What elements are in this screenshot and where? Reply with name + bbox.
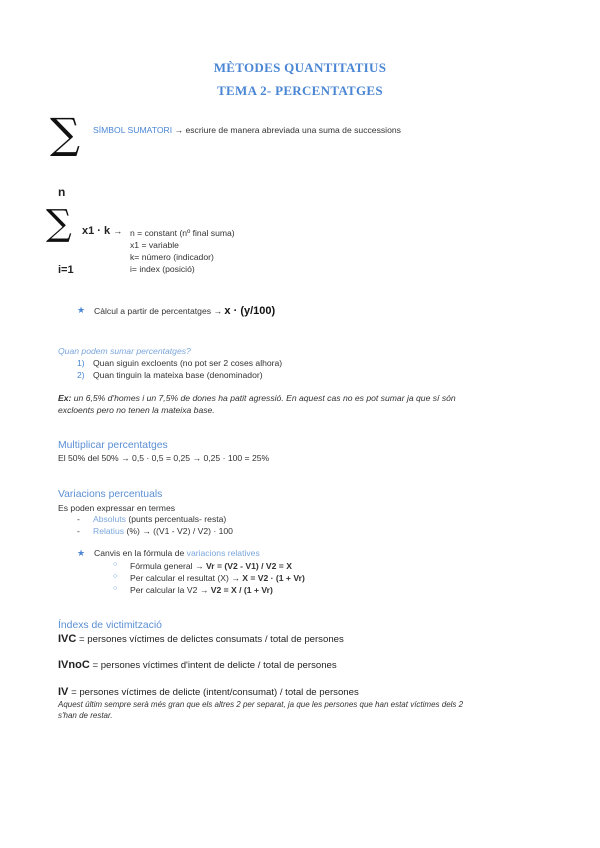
relatius-text: (%) → ((V1 - V2) / V2) · 100	[126, 526, 233, 536]
note-line-1: Aquest últim sempre serà més gran que els altres 2 per separat, ja que les persones que han estat víctimes dels 2	[58, 700, 464, 709]
calcul-text: Càlcul a partir de percentatges	[94, 306, 212, 316]
page-subtitle: TEMA 2- PERCENTATGES	[217, 83, 383, 98]
calcul-formula: x · (y/100)	[224, 305, 276, 317]
indexs-heading: Índexs de victimització	[58, 620, 162, 631]
formula-def: n = constant (nº final suma)	[130, 228, 235, 238]
formula-expr: x1 · k	[82, 225, 111, 237]
formula-expr-line	[82, 225, 122, 237]
iv-label: IV	[58, 686, 69, 698]
sub-item: Per calcular el resultat (X) → X = V2 · (1 + Vr)	[130, 573, 305, 583]
absoluts-text: (punts percentuals- resta)	[128, 514, 227, 524]
formula-upper: n	[58, 185, 66, 199]
arrow-icon: →	[174, 125, 184, 135]
dash-icon: -	[77, 514, 80, 524]
sub-item: Fórmula general → Vr = (V2 - V1) / V2 = X	[130, 561, 292, 571]
formula-sigma: ∑	[46, 203, 72, 244]
example-line-2: excloents pero no tenen la mateixa base.	[58, 405, 215, 415]
sumatori-label: SÍMBOL SUMATORI	[93, 125, 173, 135]
variacions-intro: Es poden expressar en termes	[58, 503, 176, 513]
page-title: MÈTODES QUANTITATIUS	[213, 60, 387, 75]
circle-bullet-icon: ○	[113, 573, 118, 580]
formula-lower: i=1	[58, 264, 74, 276]
ivnoc-text: = persones víctimes d'intent de delicte / total de persones	[92, 660, 337, 671]
sumatori-line	[93, 125, 401, 135]
canvis-line	[94, 548, 260, 558]
arrow-icon: →	[213, 306, 223, 316]
ivc-line	[58, 633, 344, 645]
sigma-symbol: ∑	[50, 109, 80, 158]
example-line-1	[58, 393, 456, 403]
sumatori-text: escriure de manera abreviada una suma de successions	[185, 125, 401, 135]
ivnoc-label: IVnoC	[58, 659, 90, 671]
canvis-text: Canvis en la fórmula de	[94, 548, 185, 558]
list-item: Quan tinguin la mateixa base (denominador)	[93, 370, 263, 380]
iv-text: = persones víctimes de delicte (intent/consumat) / total de persones	[71, 687, 359, 698]
formula-def: k= número (indicador)	[130, 252, 214, 262]
formula-def: i= index (posició)	[130, 264, 195, 274]
variacions-heading: Variacions percentuals	[58, 489, 163, 500]
iv-line	[58, 686, 359, 698]
ivnoc-line	[58, 659, 337, 671]
relatius-line	[93, 526, 233, 536]
list-number: 2)	[77, 370, 85, 380]
example-label: Ex:	[58, 393, 72, 403]
multiplicar-heading: Multiplicar percentatges	[58, 440, 168, 451]
star-icon: ★	[77, 548, 86, 558]
list-number: 1)	[77, 358, 85, 368]
sumar-question: Quan podem sumar percentatges?	[58, 346, 191, 356]
ivc-text: = persones víctimes de delictes consumats / total de persones	[79, 634, 344, 645]
calcul-line	[94, 305, 275, 317]
multiplicar-text: El 50% del 50% → 0,5 · 0,5 = 0,25 → 0,25 · 100 = 25%	[58, 453, 270, 463]
canvis-link: variacions relatives	[186, 548, 260, 558]
sub-item: Per calcular la V2 → V2 = X / (1 + Vr)	[130, 585, 273, 595]
example-text: un 6,5% d'homes i un 7,5% de dones ha patit agressió. En aquest cas no es pot sumar ja que sí són	[73, 393, 456, 403]
relatius-label: Relatius	[93, 526, 125, 536]
absoluts-line	[93, 514, 226, 524]
circle-bullet-icon: ○	[113, 585, 118, 592]
circle-bullet-icon: ○	[113, 561, 118, 568]
absoluts-label: Absoluts	[93, 514, 126, 524]
list-item: Quan siguin excloents (no pot ser 2 coses alhora)	[93, 358, 283, 368]
note-line-2: s'han de restar.	[58, 711, 113, 720]
formula-def: x1 = variable	[130, 240, 179, 250]
dash-icon: -	[77, 526, 80, 536]
ivc-label: IVC	[58, 633, 77, 645]
star-icon: ★	[77, 305, 86, 315]
arrow-icon: →	[113, 226, 123, 236]
